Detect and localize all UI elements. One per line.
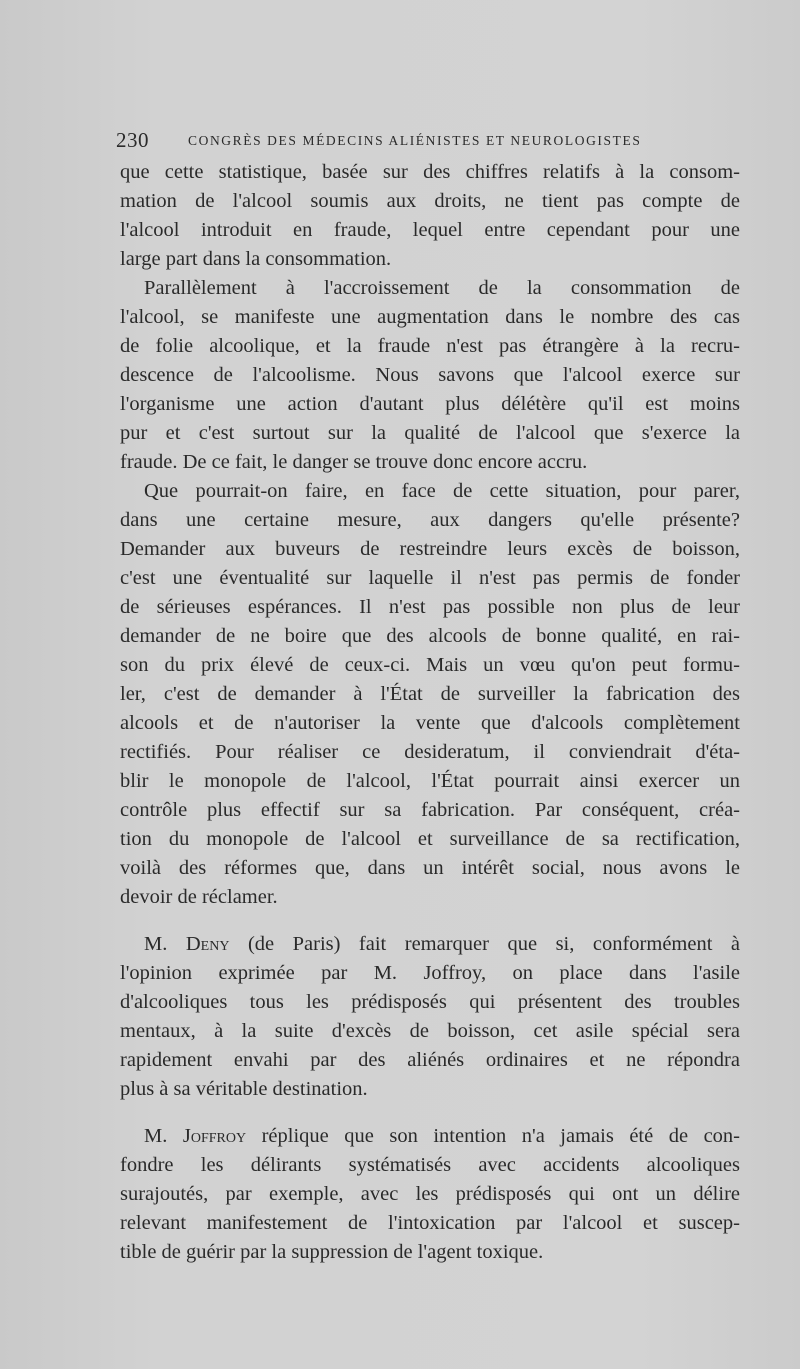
body-text <box>120 158 740 1267</box>
speaker-name: Joffroy <box>182 1125 247 1147</box>
paragraph-statistique <box>120 158 740 274</box>
text-line: dans une certaine mesure, aux dangers qu'elle présente? <box>120 509 740 531</box>
text-line: alcools et de n'autoriser la vente que d'alcools complètement <box>120 712 740 734</box>
paragraph-parallelement <box>120 274 740 477</box>
text-line: de folie alcoolique, et la fraude n'est pas étrangère à la recru- <box>120 335 740 357</box>
paragraph-gap <box>120 1104 740 1122</box>
text-line: Que pourrait-on faire, en face de cette situation, pour parer, <box>144 480 740 502</box>
speaker-name: Deny <box>185 933 230 955</box>
paragraph-que-pourrait-on <box>120 477 740 912</box>
paragraph-joffroy <box>120 1122 740 1267</box>
text-line: Parallèlement à l'accroissement de la consommation de <box>144 277 740 299</box>
text-line: l'alcool, se manifeste une augmentation dans le nombre des cas <box>120 306 740 328</box>
text-line: descence de l'alcoolisme. Nous savons que l'alcool exerce sur <box>120 364 740 386</box>
text-line: que cette statistique, basée sur des chiffres relatifs à la consom- <box>120 161 740 183</box>
page-number: 230 <box>116 128 149 152</box>
text-line: mation de l'alcool soumis aux droits, ne tient pas compte de <box>120 190 740 212</box>
text-line: l'alcool introduit en fraude, lequel entre cependant pour une <box>120 219 740 241</box>
text-line: rectifiés. Pour réaliser ce desideratum, il conviendrait d'éta- <box>120 741 740 763</box>
text-line-content: (de Paris) fait remarquer que si, conformément à <box>247 933 740 955</box>
text-line-content: réplique que son intention n'a jamais été de con- <box>261 1125 740 1147</box>
text-line: surajoutés, par exemple, avec les prédisposés qui ont un délire <box>120 1183 740 1205</box>
text-line: tion du monopole de l'alcool et surveillance de sa rectification, <box>120 828 740 850</box>
text-line: d'alcooliques tous les prédisposés qui présentent des troubles <box>120 991 740 1013</box>
text-line: voilà des réformes que, dans un intérêt social, nous avons le <box>120 857 740 879</box>
text-line: large part dans la consommation. <box>120 248 392 270</box>
text-line: plus à sa véritable destination. <box>120 1078 368 1100</box>
running-head: CONGRÈS DES MÉDECINS ALIÉNISTES ET NEUROLOGISTES <box>188 133 642 148</box>
text-line: mentaux, à la suite d'excès de boisson, cet asile spécial sera <box>120 1020 740 1042</box>
text-line: relevant manifestement de l'intoxication par l'alcool et suscep- <box>120 1212 740 1234</box>
text-line: de sérieuses espérances. Il n'est pas possible non plus de leur <box>120 596 740 618</box>
speaker-prefix: M. <box>144 933 186 955</box>
text-line: demander de ne boire que des alcools de bonne qualité, en rai- <box>120 625 740 647</box>
text-line: contrôle plus effectif sur sa fabrication. Par conséquent, créa- <box>120 799 740 821</box>
text-line: son du prix élevé de ceux-ci. Mais un vœu qu'on peut formu- <box>120 654 740 676</box>
text-line: l'organisme une action d'autant plus délétère qu'il est moins <box>120 393 740 415</box>
text-line: pur et c'est surtout sur la qualité de l'alcool que s'exerce la <box>120 422 740 444</box>
page-header <box>116 128 736 152</box>
text-line <box>120 1122 740 1151</box>
text-line: Demander aux buveurs de restreindre leurs excès de boisson, <box>120 538 740 560</box>
text-line: tible de guérir par la suppression de l'agent toxique. <box>120 1241 544 1263</box>
text-line: devoir de réclamer. <box>120 886 278 908</box>
text-line: l'opinion exprimée par M. Joffroy, on place dans l'asile <box>120 962 740 984</box>
text-line: fraude. De ce fait, le danger se trouve donc encore accru. <box>120 451 588 473</box>
text-line <box>120 930 740 959</box>
paragraph-gap <box>120 912 740 930</box>
text-line: fondre les délirants systématisés avec accidents alcooliques <box>120 1154 740 1176</box>
text-line: blir le monopole de l'alcool, l'État pourrait ainsi exercer un <box>120 770 740 792</box>
text-line: ler, c'est de demander à l'État de surveiller la fabrication des <box>120 683 740 705</box>
speaker-prefix: M. <box>144 1125 183 1147</box>
paragraph-deny <box>120 930 740 1104</box>
text-line: c'est une éventualité sur laquelle il n'est pas permis de fonder <box>120 567 740 589</box>
text-line: rapidement envahi par des aliénés ordinaires et ne répondra <box>120 1049 740 1071</box>
